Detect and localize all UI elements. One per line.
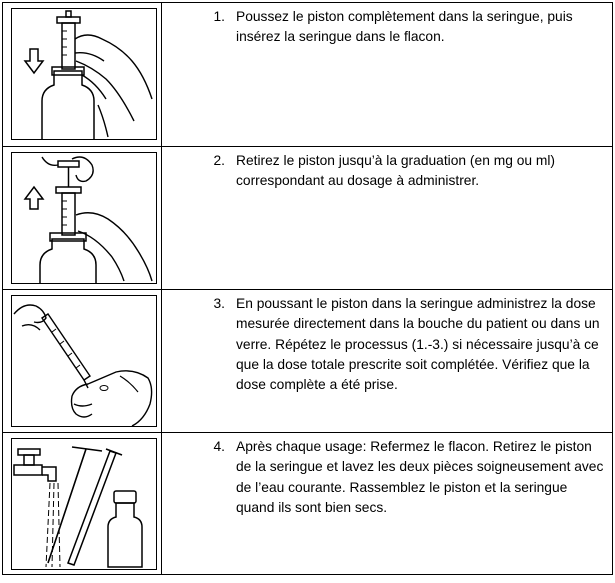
step-number: 1.	[213, 9, 225, 24]
step-row-3	[3, 290, 613, 433]
step-text: Retirez le piston jusqu’à la graduation (en mg ou ml) correspondant au dosage à administrer.	[236, 153, 556, 189]
step-4	[4, 437, 615, 518]
step-text: Après chaque usage: Refermez le flacon. Retirez le piston de la seringue et lavez les deux pièces soigneusement avec de l’eau courante. Rassemblez le piston et la seringue quand ils sont bien secs.	[236, 439, 604, 515]
step-text: Poussez le piston complètement dans la seringue, puis insérez la seringue dans le flacon.	[236, 9, 573, 45]
step-row-4	[3, 433, 613, 575]
step-text: En poussant le piston dans la seringue administrez la dose mesurée directement dans la bouche du patient ou dans un verre. Répétez le processus (1.-3.) si nécessaire jusqu’à ce que la dose totale prescrite soit complétée. Vérifiez que la dose complète a été prise.	[236, 296, 600, 393]
step-row-2	[3, 147, 613, 290]
step-number: 3.	[213, 296, 225, 311]
step-number: 4.	[213, 439, 225, 454]
step-3-text-cell	[162, 290, 613, 433]
instructions-table	[2, 2, 613, 575]
step-1-text-cell	[162, 3, 613, 147]
step-4-text-cell	[162, 433, 613, 575]
step-2-text-cell	[162, 147, 613, 290]
step-number: 2.	[213, 153, 225, 168]
step-3	[4, 294, 615, 395]
step-1	[4, 7, 615, 48]
step-2	[4, 151, 615, 192]
step-row-1	[3, 3, 613, 147]
